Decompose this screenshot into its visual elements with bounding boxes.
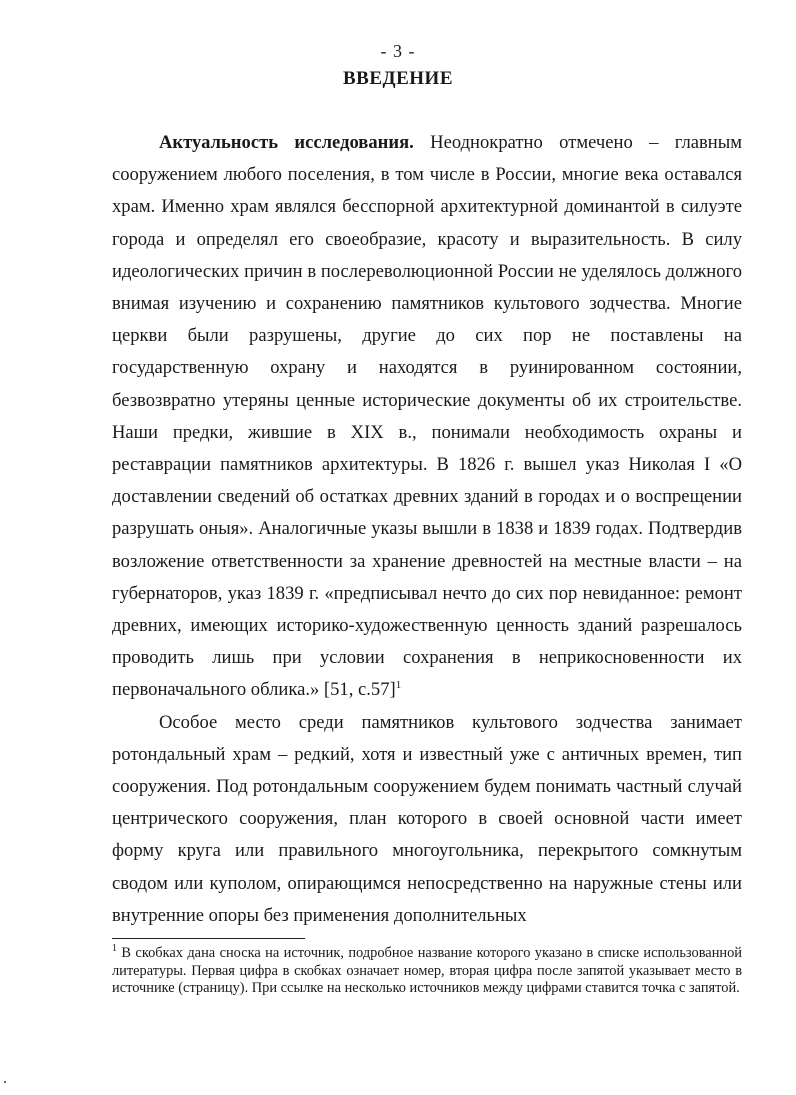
footnote-reference: 1 [395,679,402,692]
body-text [112,127,742,932]
footnote [112,945,742,998]
paragraph-rotunda: Особое место среди памятников культового зодчества занимает ротондальный храм – редкий, хотя и известный уже с античных времен, тип сооружения. Под ротондальным сооружением будем понимать частный случай центрического сооружения, план которого в своей основной части имеет форму круга или правильного многоугольника, перекрытого сомкнутым сводом или куполом, опирающимся непосредственно на наружные стены или внутренние опоры без применения дополнительных [112,711,742,926]
scan-artifact-dot [4,1081,6,1083]
paragraph-relevance-text: Неоднократно отмечено – главным сооружением любого поселения, в том числе в России, многие века оставался храм. Именно храм являлся бесспорной архитектурной доминантой в силуэте города и определял его своеобразие, красоту и выразительность. В силу идеологических причин в послереволюционной России не уделялось должного внимая изучению и сохранению памятников культового зодчества. Многие церкви были разрушены, другие до сих пор не поставлены на государственную охрану и находятся в руинированном состоянии, безвозвратно утеряны ценные исторические документы об их строительстве. Наши предки, жившие в XIX в., понимали необходимость охраны и реставрации памятников архитектуры. В 1826 г. вышел указ Николая I «О доставлении сведений об остатках древних зданий в городах и о воспрещении разрушать оныя». Аналогичные указы вышли в 1838 и 1839 годах. Подтвердив возложение ответственности за хранение древностей на местные власти – на губернаторов, указ 1839 г. «предписывал нечто до сих пор невиданное: ремонт древних, имеющих историко-художественную ценность зданий разрешалось проводить лишь при условии сохранения в неприкосновенности их первоначального облика.» [51, с.57] [112,132,742,701]
footnote-text: В скобках дана сноска на источник, подробное название которого указано в списке использованной литературы. Первая цифра в скобках означает номер, вторая цифра после запятой указывает место в источнике (страницу). При ссылке на несколько источников между цифрами ставится точка с запятой. [112,945,742,997]
page-number: - 3 - [380,41,416,61]
footnote-paragraph [112,945,742,998]
paragraph-relevance [112,127,742,707]
section-heading: ВВЕДЕНИЕ [343,68,453,89]
footnote-mark: 1 [112,943,117,955]
paragraph-lead: Актуальность исследования. [159,132,414,153]
footnote-divider [112,938,305,939]
